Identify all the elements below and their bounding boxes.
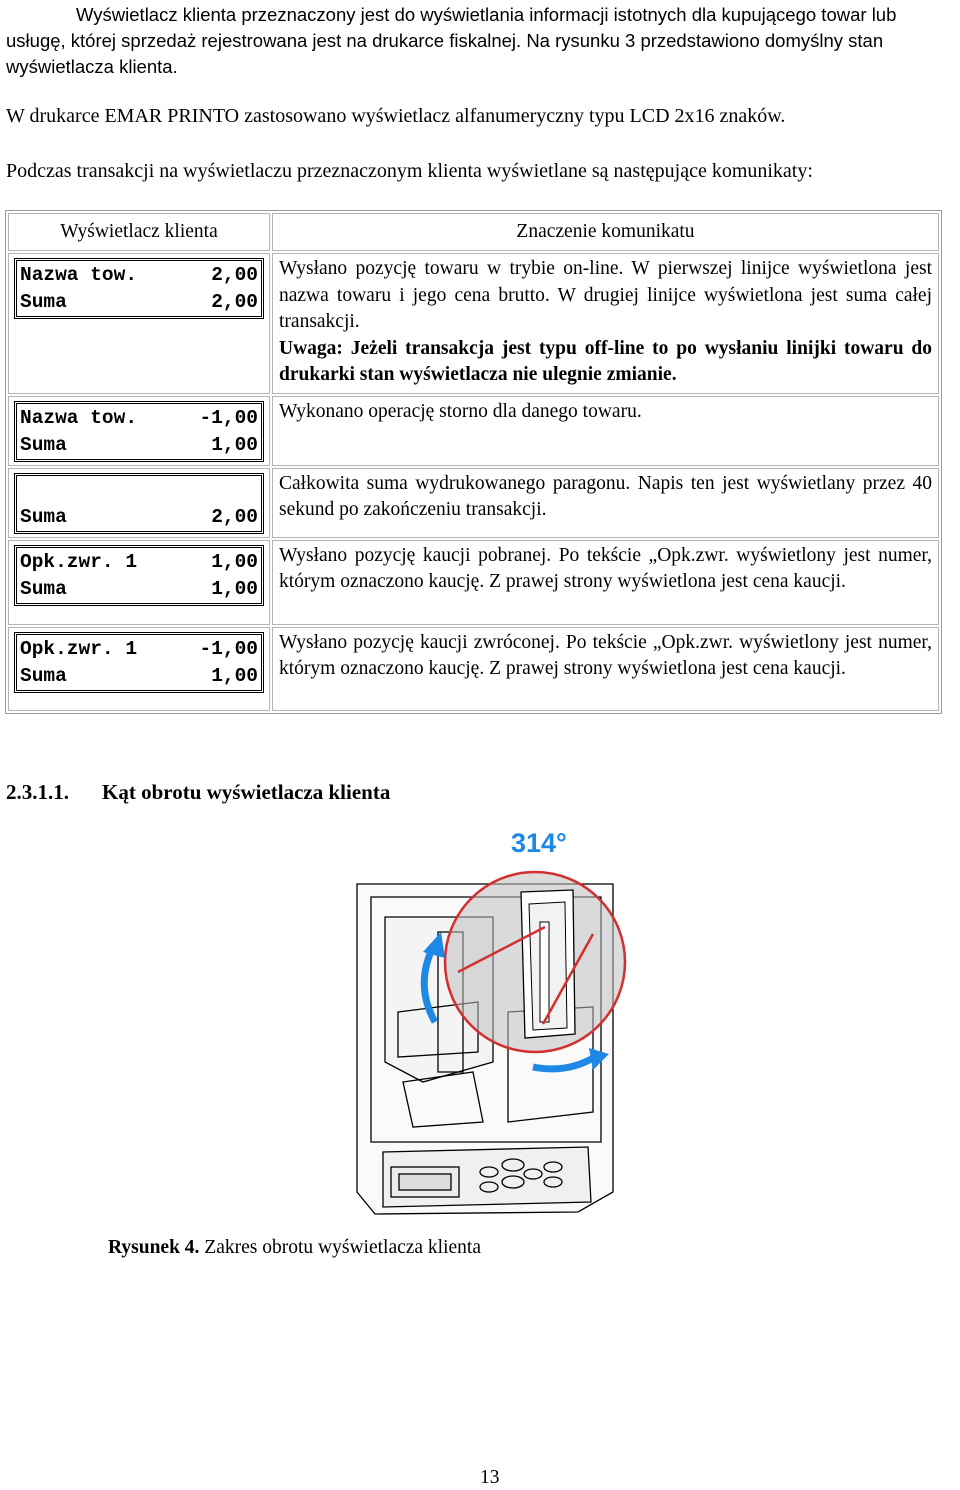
caption-text: Zakres obrotu wyświetlacza klienta [204, 1237, 481, 1258]
lcd-line: Suma 2,00 [20, 505, 258, 528]
page-number: 13 [480, 1467, 500, 1488]
table-row [8, 396, 939, 466]
table-header-row [8, 213, 939, 251]
meaning-cell [272, 627, 939, 711]
lcd-line: Nazwa tow. -1,00 [20, 406, 258, 429]
intro-paragraph-2: W drukarce EMAR PRINTO zastosowano wyświetlacz alfanumeryczny typu LCD 2x16 znaków. [6, 105, 786, 127]
meaning-text: Wysłano pozycję kaucji zwróconej. Po tekście „Opk.zwr. wyświetlony jest numer, którym oznaczono kaucję. Z prawej strony wyświetlona jest cena kaucji. [279, 631, 932, 679]
lcd-line: Suma 2,00 [20, 291, 258, 313]
header-display: Wyświetlacz klienta [8, 213, 270, 251]
meaning-text: Wykonano operację storno dla danego towaru. [279, 400, 642, 422]
lcd-line: Opk.zwr. 1 -1,00 [20, 637, 258, 660]
meaning-text: Wysłano pozycję towaru w trybie on-line. W pierwszej linijce wyświetlona jest nazwa towaru i jego cena brutto. W drugiej linijce wyświetlona jest suma całej transakcji. [279, 258, 932, 332]
table-row [8, 540, 939, 625]
meaning-cell [272, 468, 939, 538]
figure-caption [108, 1237, 481, 1259]
lcd-display [14, 632, 264, 693]
meaning-cell [272, 396, 939, 466]
intro-paragraph-1: Wyświetlacz klienta przeznaczony jest do wyświetlania informacji istotnych dla kupującego towar lub usługę, której sprzedaż rejestrowana jest na drukarce fiskalnej. Na rysunku 3 przedstawiono domyślny stan wyświetlacza klienta. [6, 4, 897, 77]
table-row [8, 253, 939, 394]
lcd-line: Suma 1,00 [20, 433, 258, 456]
messages-table [5, 210, 942, 714]
lcd-cell [8, 627, 270, 711]
lcd-cell [8, 253, 270, 394]
header-meaning: Znaczenie komunikatu [272, 213, 939, 251]
section-number: 2.3.1.1. [6, 780, 69, 804]
section-title: Kąt obrotu wyświetlacza klienta [102, 780, 391, 804]
table-row [8, 627, 939, 711]
meaning-text: Całkowita suma wydrukowanego paragonu. Napis ten jest wyświetlany przez 40 sekund po zakończeniu transakcji. [279, 472, 932, 520]
printer-illustration [343, 822, 633, 1242]
lcd-line: Suma 1,00 [20, 577, 258, 600]
meaning-text: Wysłano pozycję kaucji pobranej. Po tekście „Opk.zwr. wyświetlony jest numer, którym oznaczono kaucję. Z prawej strony wyświetlona jest cena kaucji. [279, 544, 932, 592]
caption-label: Rysunek 4. [108, 1237, 200, 1258]
lcd-line [20, 477, 258, 504]
angle-label: 314° [511, 828, 567, 858]
lcd-display [14, 401, 264, 462]
lcd-display [14, 473, 264, 534]
meaning-cell [272, 253, 939, 394]
table-row [8, 468, 939, 538]
lcd-cell [8, 396, 270, 466]
section-heading [6, 780, 390, 805]
meaning-note: Uwaga: Jeżeli transakcja jest typu off-line to po wysłaniu linijki towaru do drukarki stan wyświetlacza nie ulegnie zmianie. [279, 337, 932, 385]
lcd-line: Suma 1,00 [20, 664, 258, 687]
intro-paragraph-3: Podczas transakcji na wyświetlaczu przeznaczonym klienta wyświetlane są następujące komunikaty: [6, 160, 813, 182]
lcd-cell [8, 468, 270, 538]
lcd-cell [8, 540, 270, 625]
lcd-line: Opk.zwr. 1 1,00 [20, 550, 258, 573]
meaning-cell [272, 540, 939, 625]
lcd-display [14, 258, 264, 319]
lcd-display [14, 545, 264, 606]
rotation-figure [343, 822, 633, 1242]
lcd-line: Nazwa tow. 2,00 [20, 264, 258, 286]
